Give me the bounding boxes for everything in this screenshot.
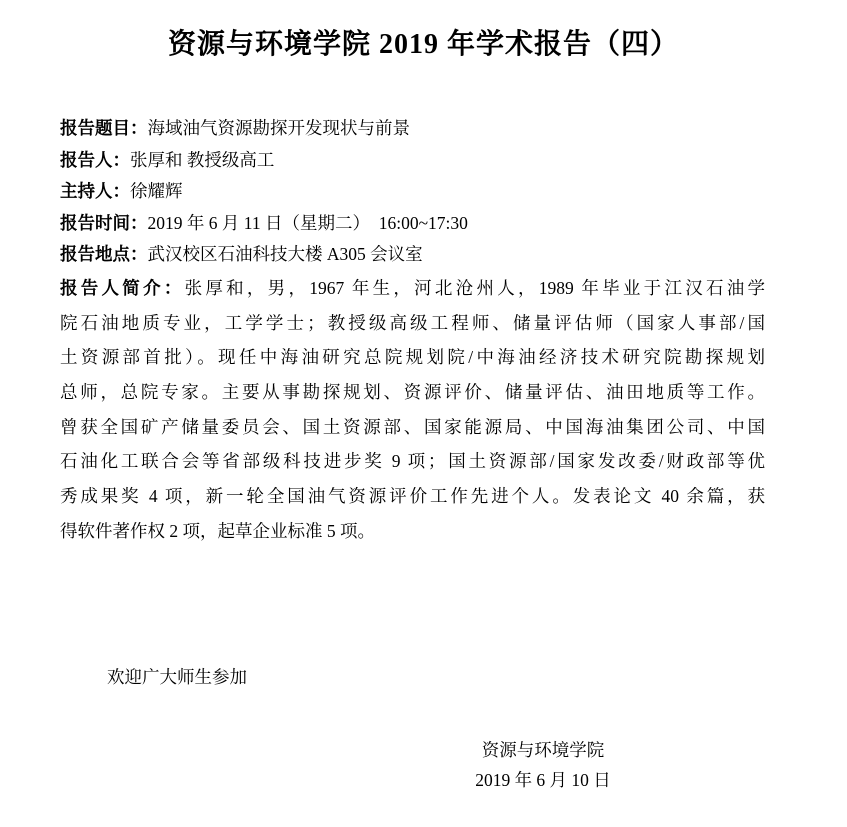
info-row-time: [60, 208, 765, 240]
signature-block: [398, 735, 688, 795]
welcome-line: 欢迎广大师生参加: [107, 666, 247, 687]
info-row-host: [60, 176, 765, 208]
info-label: 报告时间：: [60, 212, 148, 233]
info-value: 2019 年 6 月 11 日（星期二） 16:00~17:30: [147, 212, 468, 233]
info-label: 报告人：: [60, 149, 130, 170]
info-row-speaker: [60, 145, 765, 177]
report-info-block: [60, 113, 765, 271]
document-body: [0, 113, 847, 795]
bio-line: 曾获全国矿产储量委员会、国土资源部、国家能源局、中国海油集团公司、中国: [60, 416, 765, 437]
info-label: 报告题目：: [60, 118, 148, 138]
bio-line: 石油化工联合会等省部级科技进步奖 9 项；国土资源部/国家发改委/财政部等优: [60, 451, 765, 472]
bio-line: 院石油地质专业，工学学士；教授级高级工程师、储量评估师（国家人事部/国: [60, 312, 765, 333]
bio-line: 土资源部首批）。现任中海油研究总院规划院/中海油经济技术研究院勘探规划: [60, 347, 765, 368]
info-value: 徐耀辉: [130, 181, 183, 202]
info-row-topic: [60, 113, 765, 145]
signature-name: 资源与环境学院: [481, 739, 605, 760]
signature-date: 2019 年 6 月 10 日: [475, 769, 611, 790]
info-row-location: [60, 239, 765, 271]
bio-label: 报告人简介：: [60, 277, 185, 298]
bio-line: 得软件著作权 2 项，起草企业标准 5 项。: [60, 520, 375, 541]
info-value: 海域油气资源勘探开发现状与前景: [147, 118, 410, 138]
bio-text: 张厚和，男，1967 年生，河北沧州人，1989 年毕业于江汉石油学: [184, 277, 766, 298]
info-value: 张厚和 教授级高工: [130, 149, 275, 170]
report-title: 资源与环境学院 2019 年学术报告（四）: [167, 29, 679, 60]
bio-line: 秀成果奖 4 项，新一轮全国油气资源评价工作先进个人。发表论文 40 余篇，获: [60, 486, 765, 507]
speaker-bio-paragraph: [60, 271, 765, 549]
info-label: 主持人：: [60, 181, 130, 202]
bio-line: [60, 271, 765, 306]
info-value: 武汉校区石油科技大楼 A305 会议室: [147, 244, 423, 265]
info-label: 报告地点：: [60, 244, 148, 265]
bio-line: 总师，总院专家。主要从事勘探规划、资源评价、储量评估、油田地质等工作。: [60, 382, 765, 403]
